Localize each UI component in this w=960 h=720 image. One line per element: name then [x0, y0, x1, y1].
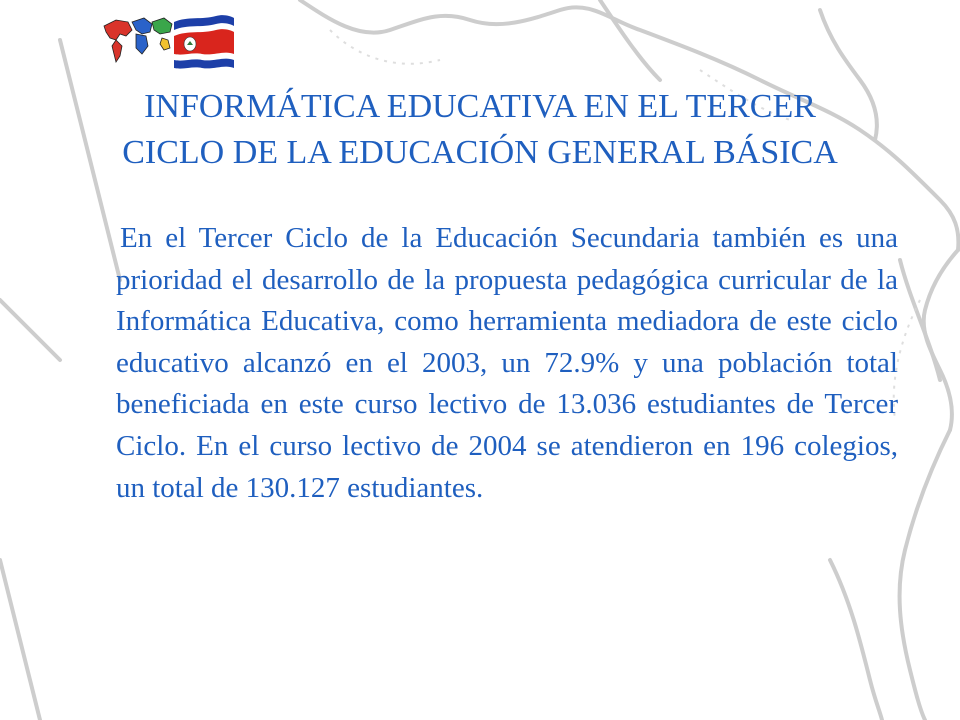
slide-body-paragraph: En el Tercer Ciclo de la Educación Secundaria también es una prioridad el desarrollo de la propuesta pedagógica curricular de la Informática Educativa, como herramienta mediadora de este ciclo educativo alcanzó en el 2003, un 72.9% y una población total beneficiada en este curso lectivo de 13.036 estudiantes de Tercer Ciclo. En el curso lectivo de 2004 se atendieron en 196 colegios, un total de 130.127 estudiantes.	[116, 222, 898, 504]
title-line-2: CICLO DE LA EDUCACIÓN GENERAL BÁSICA	[122, 134, 838, 171]
title-line-1: INFORMÁTICA EDUCATIVA EN EL TERCER	[144, 88, 816, 125]
slide-title	[40, 84, 920, 176]
world-map-and-costa-rica-flag-icon	[98, 10, 238, 76]
